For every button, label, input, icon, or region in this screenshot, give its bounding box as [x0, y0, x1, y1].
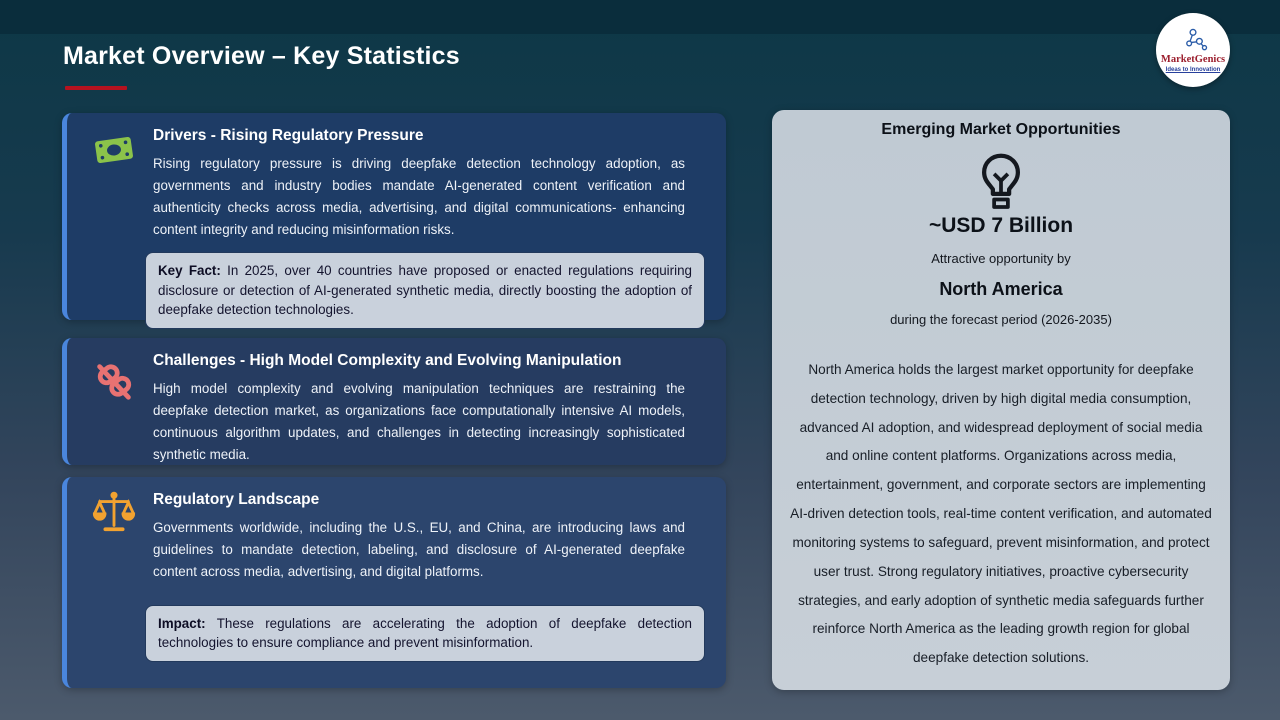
- card-title: Drivers - Rising Regulatory Pressure: [153, 127, 424, 144]
- card-title: Regulatory Landscape: [153, 491, 320, 508]
- marketgenics-logo: [1156, 13, 1230, 87]
- molecule-icon: [1176, 27, 1210, 53]
- card-regulatory: [62, 477, 726, 688]
- card-challenges: [62, 338, 726, 465]
- key-fact-box: [145, 252, 705, 328]
- opportunity-panel: [772, 110, 1230, 690]
- lightbulb-icon: [975, 152, 1027, 212]
- scales-icon: [91, 491, 137, 537]
- callout-text: These regulations are accelerating the adoption of deepfake detection technologies to ensure compliance and prevent misinformation.: [158, 615, 692, 650]
- money-icon: [91, 127, 137, 173]
- panel-title: Emerging Market Opportunities: [881, 121, 1121, 138]
- opportunity-period: during the forecast period (2026-2035): [890, 312, 1112, 327]
- top-bar: [0, 0, 1280, 34]
- impact-box: [145, 605, 705, 662]
- page-title: Market Overview – Key Statistics: [63, 42, 460, 70]
- opportunity-subtitle: Attractive opportunity by: [931, 251, 1071, 266]
- card-body: High model complexity and evolving manipulation techniques are restraining the deepfake detection market, as organizations face computationally intensive AI models, continuous algorithm updates, and challenges in detecting increasingly sophisticated synthetic media.: [153, 381, 685, 462]
- logo-name: MarketGenics: [1160, 53, 1226, 65]
- opportunity-region: North America: [939, 279, 1063, 299]
- callout-label: Key Fact:: [158, 263, 221, 279]
- title-accent-underline: [65, 86, 127, 90]
- opportunity-value: ~USD 7 Billion: [928, 214, 1074, 237]
- card-drivers: [62, 113, 726, 320]
- card-title: Challenges - High Model Complexity and Evolving Manipulation: [153, 352, 622, 369]
- opportunity-description: North America holds the largest market opportunity for deepfake detection technology, driven by high digital media consumption, advanced AI adoption, and widespread deployment of social media and online content platforms. Organizations across media, entertainment, government, and corporate sectors are implementing AI-driven detection tools, real-time content verification, and automated monitoring systems to safeguard, prevent misinformation, and protect user trust. Strong regulatory initiatives, proactive cybersecurity strategies, and early adoption of synthetic media safeguards further reinforce North America as the leading growth region for global deepfake detection solutions.: [790, 362, 1212, 666]
- broken-link-icon: [91, 358, 137, 404]
- card-body: Governments worldwide, including the U.S., EU, and China, are introducing laws and guidelines to mandate detection, labeling, and disclosure of AI-generated deepfake content across media, advertising, and digital platforms.: [153, 520, 685, 579]
- logo-tagline: Ideas to Innovation: [1165, 67, 1221, 74]
- callout-text: In 2025, over 40 countries have proposed or enacted regulations requiring disclosure or detection of AI-generated synthetic media, directly boosting the adoption of deepfake detection technologies.: [158, 263, 692, 317]
- callout-label: Impact:: [158, 615, 206, 631]
- card-body: Rising regulatory pressure is driving deepfake detection technology adoption, as governments and industry bodies mandate AI-generated content verification and authenticity checks across media, advertising, and digital communications- enhancing content integrity and reducing misinformation risks.: [153, 156, 685, 237]
